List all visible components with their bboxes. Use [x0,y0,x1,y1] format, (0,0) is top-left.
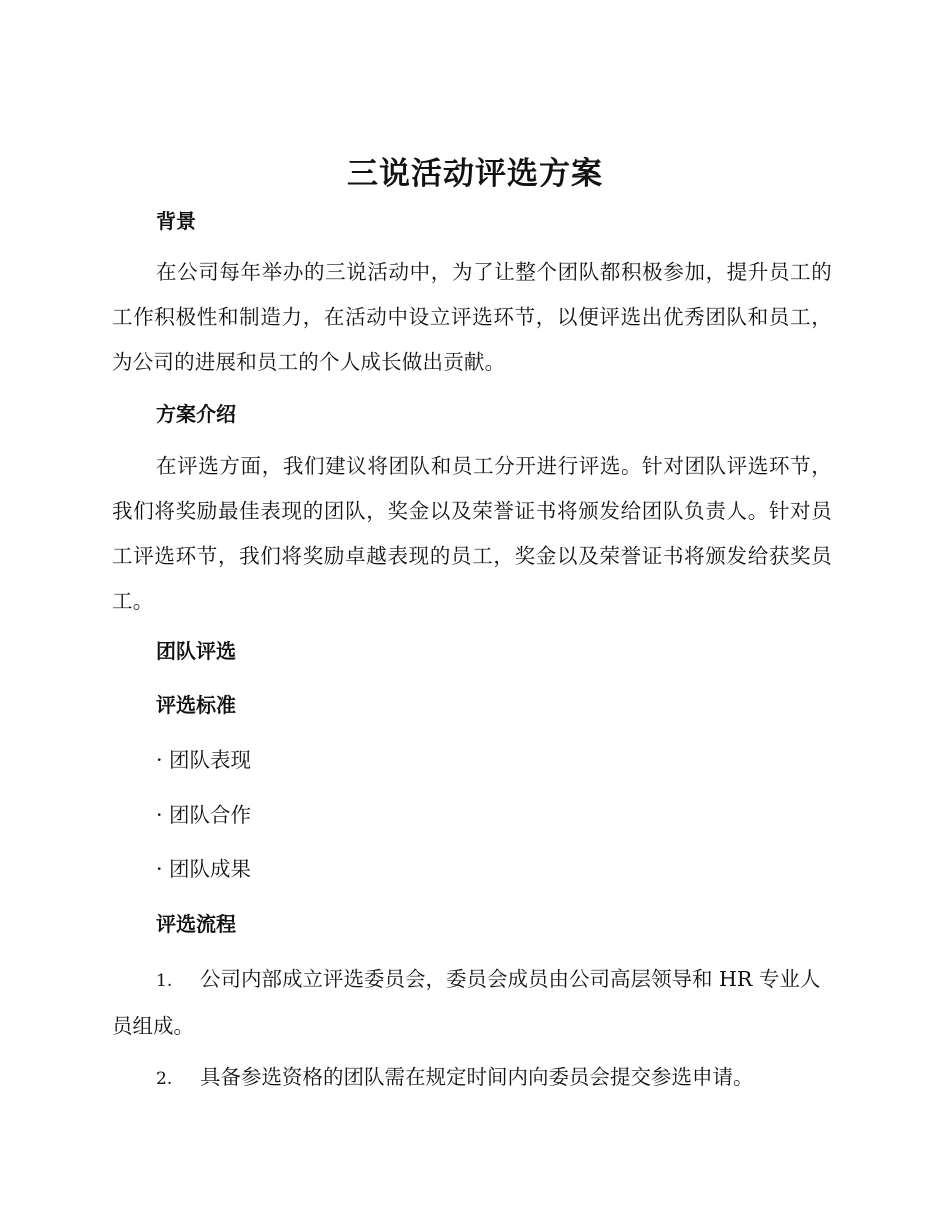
team-selection-heading: 团队评选 [156,639,236,663]
criteria-item: · 团队合作 [156,803,252,827]
criteria-heading: 评选标准 [156,693,236,717]
background-paragraph: 在公司每年举办的三说活动中，为了让整个团队都积极参加，提升员工的工作积极性和制造力，在活动中设立评选环节，以便评选出优秀团队和员工，为公司的进展和员工的个人成长做出贡献。 [112,260,832,374]
process-heading: 评选流程 [156,912,236,936]
process-step [112,957,832,1049]
process-step [112,1055,832,1102]
plan-paragraph: 在评选方面，我们建议将团队和员工分开进行评选。针对团队评选环节，我们将奖励最佳表现的团队，奖金以及荣誉证书将颁发给团队负责人。针对员工评选环节，我们将奖励卓越表现的员工，奖金以及荣誉证书将颁发给获奖员工。 [112,454,832,613]
step-number: 2. [156,1069,173,1089]
document-title: 三说活动评选方案 [347,156,603,192]
criteria-item: · 团队成果 [156,857,252,881]
background-heading: 背景 [156,209,196,233]
step-text: 具备参选资格的团队需在规定时间内向委员会提交参选申请。 [200,1065,754,1089]
step-text: 公司内部成立评选委员会，委员会成员由公司高层领导和 HR 专业人员组成。 [112,967,821,1038]
plan-heading: 方案介绍 [156,402,236,426]
criteria-item: · 团队表现 [156,748,252,772]
step-number: 1. [156,971,173,991]
